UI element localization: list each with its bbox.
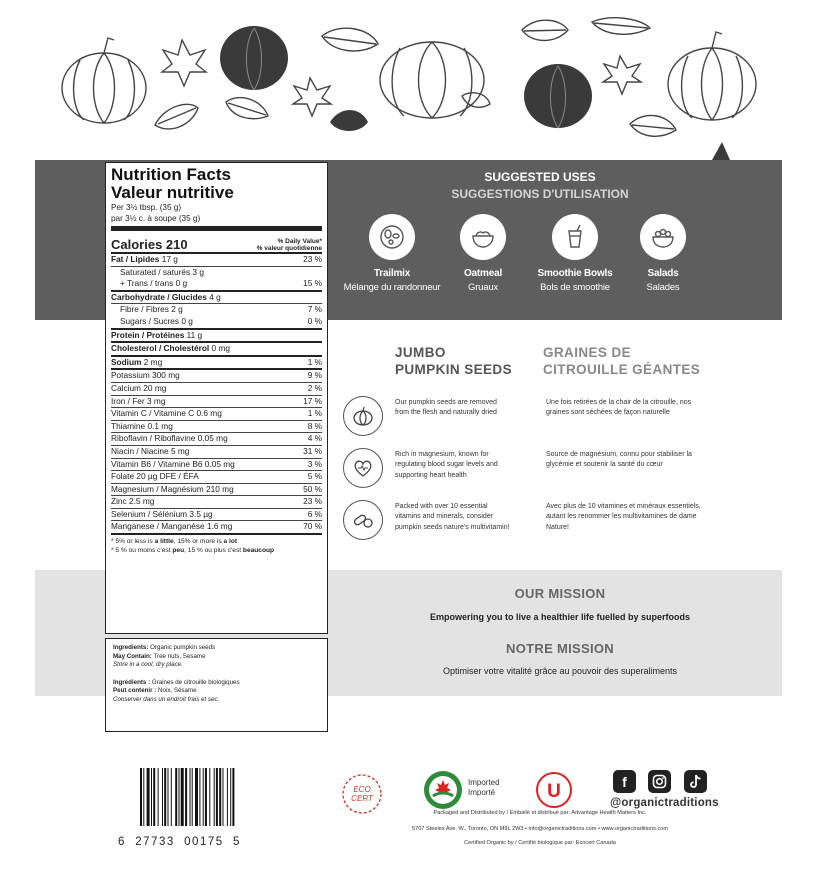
nutrient-row [111,343,322,357]
nutrient-daily-value: 23 % [303,254,322,264]
nutrient-name: Vitamin B6 / Vitamine B6 [111,458,203,469]
nutrient-label [111,292,221,304]
nutrient-row [111,521,322,535]
nutrient-row [111,496,322,509]
salad-bowl-icon [640,214,686,260]
barcode-bar [223,768,224,826]
nutrient-row [111,421,322,434]
nutrient-label [111,357,162,369]
feature-text-fr: Avec plus de 10 vitamines et minéraux essentiels, autant les renommer les multivitamines de dame Nature! [546,503,701,531]
feature-item [343,396,783,444]
ecocert-text: CERT [351,794,373,803]
footnote-part: a little [154,538,174,546]
nutrient-name: Niacin / Niacine [111,445,169,456]
barcode-bar [171,768,172,826]
barcode [138,768,293,826]
nutrient-name: Zinc [111,496,127,507]
nutrient-daily-value: 17 % [303,395,322,406]
use-label-fr: Mélange du randonneur [343,282,441,293]
nutrient-label [111,343,230,355]
serving-size-fr: par 3½ c. à soupe (35 g) [111,214,201,223]
nutrient-label [120,278,187,290]
use-label-fr: Salades [646,282,680,293]
pumpkin-outline-icon [380,42,490,118]
ecocert-text: ECO [353,785,371,794]
pumpkin-outline-icon [62,38,146,123]
footnote-part: peu [172,547,185,555]
nutrient-amount: 3.5 µg [189,508,213,519]
footnote-part: * 5% or less is [111,538,155,546]
ingredients-fr [113,679,320,688]
storage-en: Store in a cool, dry place. [113,661,183,669]
smoothie-icon [552,214,598,260]
imported-fr: Importé [468,788,496,797]
barcode-bar [151,768,152,826]
imported-label [468,778,500,798]
daily-value-header [257,238,322,252]
nutrient-amount: 0.1 mg [147,420,173,431]
nutrient-daily-value: 9 % [307,370,322,381]
nutrient-amount: 0 mg [211,343,230,354]
pumpkin-outline-icon [668,32,756,120]
nutrient-row [111,484,322,497]
nutrient-label [111,396,165,408]
ingredients-value: Organic pumpkin seeds [148,644,216,651]
use-label-fr: Gruaux [468,282,498,293]
nutrient-amount: 300 mg [152,370,180,381]
feature-text-en: Rich in magnesium, known for regulating blood sugar levels and supporting heart health [395,451,498,479]
use-label-en: Trailmix [373,268,411,279]
nutrient-name: Saturated / saturés [120,266,191,277]
nutrient-row [111,357,322,371]
barcode-bar [219,768,221,826]
serving-size-en: Per 3½ tbsp. (35 g) [111,203,182,212]
nutrient-daily-value: 23 % [303,496,322,507]
nutrient-name: Carbohydrate / Glucides [111,291,207,302]
barcode-bar [158,768,159,826]
barcode-bar [190,768,191,826]
barcode-bar [143,768,144,826]
nutrient-label [111,509,213,521]
mission-title-fr: NOTRE MISSION [506,641,614,656]
daily-value-header-fr: % valeur quotidienne [256,245,322,252]
nutrient-name: Calcium [111,382,141,393]
nutrient-row [111,304,322,316]
nutrient-name: Protein / Protéines [111,329,185,340]
imported-en: Imported [468,778,500,787]
distributor-text: Packaged and Distributed by / Emballé et distribué par: Advantage Health Matters Inc. [433,810,647,816]
jumbo-heading-line: GRAINES DE [543,345,632,360]
nutrient-label [120,316,193,328]
heart-icon [343,448,383,488]
footnote-part: , 15 % ou plus c'est [184,547,243,555]
nutrient-row [111,267,322,279]
nutrient-amount: 2.5 mg [129,496,155,507]
may-contain-label: May Contain: [113,652,152,660]
footnote-part: beaucoup [242,547,275,555]
pumpkin-icon [343,396,383,436]
kosher-logo [534,770,574,810]
ingredients-label: Ingrédients : [113,678,151,686]
oatmeal-bowl-icon [460,214,506,260]
nutrient-label [120,267,204,279]
jumbo-heading-line: CITROUILLE GÉANTES [543,362,701,377]
nutrient-label [120,304,183,316]
nutrient-daily-value: 1 % [307,408,322,419]
barcode-bar [175,768,177,826]
nutrient-name: Iron / Fer [111,395,145,406]
nutrient-row [111,292,322,305]
use-label-en: Oatmeal [463,268,503,279]
oak-leaf-icon [155,104,198,129]
pumpkin-wedge-icon [712,142,730,160]
barcode-bar [185,768,187,826]
divider [111,226,322,231]
barcode-bar [216,768,218,826]
nutrient-amount: 0 g [175,278,188,289]
nutrient-amount: 17 g [161,254,178,264]
footnote-en [111,537,322,546]
barcode-bar [203,768,204,826]
maple-leaf-icon [162,40,206,86]
nutrient-daily-value: 7 % [307,304,322,315]
barcode-bar [205,768,207,826]
barcode-bar [232,768,234,826]
nutrient-amount: 1.6 mg [206,521,233,532]
may-contain-fr [113,687,320,696]
leaf-icon [226,18,676,137]
nutrient-daily-value: 1 % [307,356,322,367]
nutrient-row [111,330,322,344]
nutrient-name: Selenium / Sélénium [111,508,188,519]
barcode-bar [192,768,193,826]
may-contain-label: Peut contenir : [113,687,157,695]
tiktok-icon[interactable] [684,770,707,793]
footnote-part: a lot [223,538,238,546]
nutrient-label [111,254,178,266]
use-label-fr: Bols de smoothie [540,282,610,293]
canada-organic-logo [421,768,465,812]
suggested-uses-title-fr: SUGGESTIONS D'UTILISATION [451,187,629,201]
pumpkin-slice-icon [330,110,368,131]
nutrient-name: Sodium [111,356,142,367]
nutrient-amount: 20 µg DFE / ÉFA [136,471,199,482]
instagram-icon[interactable] [648,770,671,793]
daily-value-header-en: % Daily Value* [277,238,322,245]
address-text: 5707 Steeles Ave. W., Toronto, ON M9L 2W3 • info@organictraditions.com • www.organictraditions.com [411,826,669,832]
nutrient-amount: 3 g [192,266,204,277]
nutrient-daily-value: 15 % [303,278,322,289]
barcode-bar [181,768,184,826]
footnote-part: * 5 % ou moins c'est [111,547,173,555]
ingredients-label: Ingredients: [113,644,149,651]
barcode-bar [199,768,200,826]
nutrient-label [111,446,189,458]
nutrient-row [111,370,322,383]
footnote-fr [111,546,322,555]
barcode-bar [168,768,169,826]
nutrient-amount: 2 mg [143,356,163,367]
nutrient-amount: 0.05 mg [197,433,228,444]
nutrient-daily-value: 6 % [307,508,322,519]
may-contain-value: Tree nuts, Sesame [151,652,206,660]
nutrient-label [111,496,154,508]
nutrient-row [111,433,322,446]
nutrient-amount: 20 mg [143,382,167,393]
barcode-bar [153,768,155,826]
nutrient-label [111,471,199,483]
nutrient-row [111,459,322,472]
nutrient-name: Riboflavin / Riboflavine [111,433,196,444]
barcode-bar [209,768,210,826]
nutrient-daily-value: 50 % [303,483,322,494]
barcode-bar [140,768,142,826]
footnote [111,535,322,555]
nutrient-daily-value: 8 % [307,420,322,431]
may-contain-en [113,653,320,662]
nutrition-title-fr: Valeur nutritive [111,183,234,202]
ingredients-panel [105,638,328,732]
mission-text-en: Empowering you to live a healthier life fuelled by superfoods [429,612,691,622]
ingredients-value: Graines de citrouille biologiques [150,678,240,686]
nutrient-label [111,383,166,395]
feature-text-fr: Une fois retirées de la chair de la citrouille, nos graines sont séchées de façon naturelle [546,399,692,417]
barcode-digits: 6 27733 00175 5 [118,836,241,848]
nutrient-label [111,484,234,496]
nutrient-name: Potassium [111,370,150,381]
nutrition-facts-panel [105,162,328,634]
barcode-bar [162,768,163,826]
barcode-bar [230,768,231,826]
nutrient-amount: 0.05 mg [204,458,235,469]
jumbo-heading-fr [543,344,700,378]
use-salads [608,214,718,293]
mission-text-fr: Optimiser votre vitalité grâce au pouvoir des superaliments [442,666,678,676]
nutrient-amount: 11 g [186,329,203,340]
jumbo-heading-line: PUMPKIN SEEDS [395,362,512,377]
nutrient-row [111,471,322,484]
nutrient-label [111,433,228,445]
use-label-en: Salads [647,268,679,279]
nutrient-row [111,383,322,396]
nutrient-name: Fat / Lipides [111,254,160,264]
use-label-en: Smoothie Bowls [537,268,613,279]
nutrient-row [111,316,322,330]
nutrient-name: Magnesium / Magnésium [111,483,204,494]
capsule-icon [343,500,383,540]
nutrient-amount: 0 g [181,315,193,326]
jumbo-heading-line: JUMBO [395,345,446,360]
nutrient-daily-value: 31 % [303,445,322,456]
social-handle[interactable]: @organictraditions [610,797,719,809]
feature-text-en: Our pumpkin seeds are removed from the flesh and naturally dried [395,399,497,417]
nutrient-amount: 5 mg [170,445,190,456]
barcode-bar [164,768,166,826]
nutrient-label [111,330,202,342]
ingredients-en [113,644,320,653]
nutrient-name: Folate [111,471,135,482]
feature-text-en: Packed with over 10 essential vitamins and minerals, consider pumpkin seeds nature's multivitamin! [395,503,510,531]
nutrient-daily-value: 0 % [307,315,322,326]
nutrient-label [111,421,173,433]
nutrient-name: Thiamine [111,420,146,431]
nutrient-amount: 2 g [171,304,183,315]
nutrient-amount: 0.6 mg [196,408,222,419]
nutrient-daily-value: 5 % [307,471,322,482]
nutrient-name: Manganese / Manganèse [111,521,205,532]
nutrient-amount: 4 g [209,291,221,302]
nutrient-label [111,408,222,420]
nutrient-label [111,459,235,471]
nutrient-list [111,254,322,535]
nutrient-daily-value: 3 % [307,458,322,469]
jumbo-heading-en [395,344,512,378]
barcode-bar [179,768,180,826]
nutrient-daily-value: 2 % [307,382,322,393]
nutrient-name: + Trans / trans [120,278,174,289]
certifier-text: Certified Organic by / Certifié biologique par: Ecocert Canada [464,840,616,846]
barcode-bar [147,768,150,826]
nutrient-row [111,254,322,267]
nutrient-label [111,370,180,382]
barcode-bar [195,768,198,826]
nutrient-row [111,396,322,409]
nutrient-row [111,278,322,292]
feature-item [343,500,783,548]
footnote-part: , 15% or more is [173,538,224,546]
nutrient-row [111,408,322,421]
nutrient-name: Fibre / Fibres [120,304,169,315]
mission-title-en: OUR MISSION [514,586,606,601]
nutrient-daily-value: 4 % [307,433,322,444]
calories-label: Calories 210 [111,237,188,252]
nutrient-amount: 3 mg [146,395,166,406]
nutrient-row [111,509,322,522]
feature-text-fr: Source de magnésium, connu pour stabiliser la glycémie et soutenir la santé du cœur [546,451,692,469]
suggested-uses-title: SUGGESTED USES [484,170,596,184]
kosher-text: U [547,781,561,802]
nutrient-amount: 210 mg [206,483,234,494]
barcode-bar [227,768,228,826]
nutrient-name: Cholesterol / Cholestérol [111,343,210,354]
nutrient-name: Sugars / Sucres [120,315,180,326]
autumn-illustration [0,0,815,165]
barcode-bar [214,768,215,826]
nutrient-label [111,521,232,533]
nutrition-title-en: Nutrition Facts [111,165,231,184]
nutrient-daily-value: 70 % [303,521,322,532]
trailmix-icon [369,214,415,260]
nutrient-row [111,446,322,459]
calories-row [111,232,322,254]
facebook-icon[interactable]: f [613,770,636,793]
feature-item [343,448,783,496]
storage-fr: Conserver dans un endroit frais et sec. [113,695,220,703]
nutrient-name: Vitamin C / Vitamine C [111,408,195,419]
may-contain-value: Noix, Sésame [156,687,197,695]
